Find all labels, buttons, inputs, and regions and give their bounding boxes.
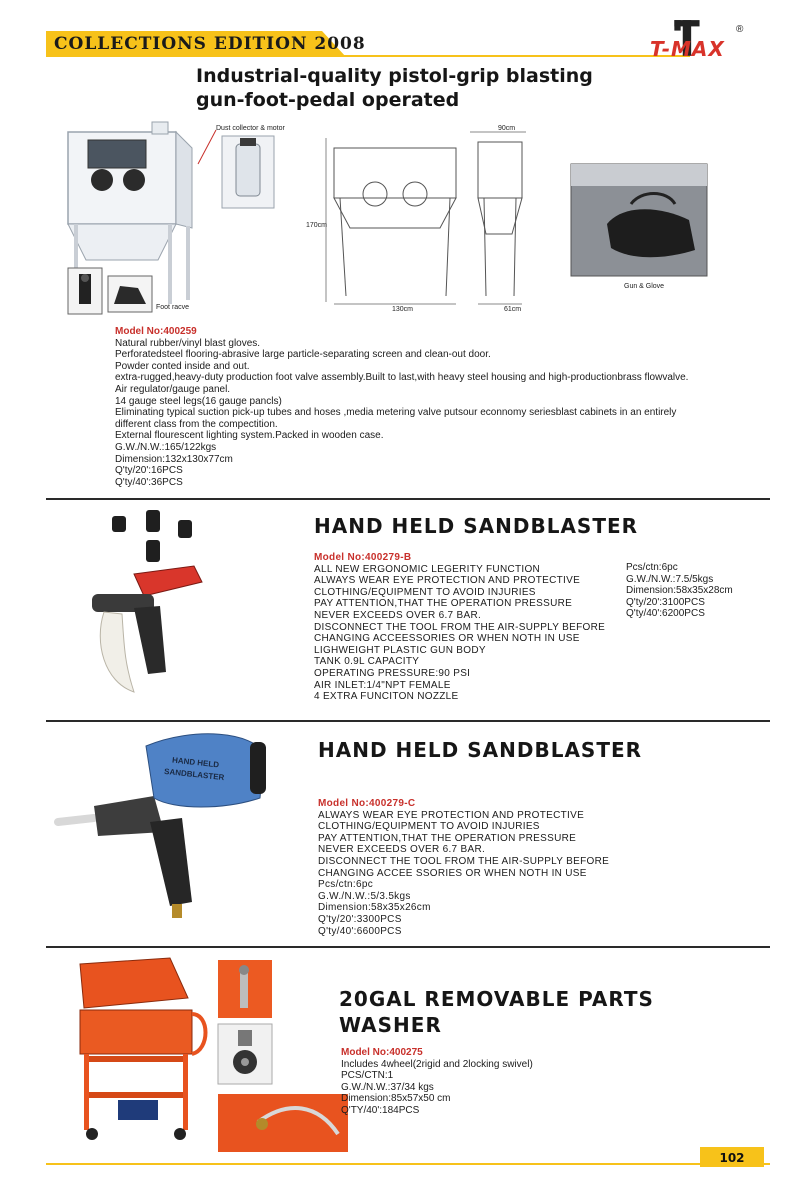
spec-line: External flourescent lighting system.Packed in wooden case.: [115, 430, 384, 442]
drain-valve-image: [218, 1094, 348, 1152]
section4-title: [339, 986, 654, 1038]
section3-specs: [318, 798, 609, 937]
section-divider: [46, 946, 770, 948]
spec-line: DISCONNECT THE TOOL FROM THE AIR-SUPPLY BEFORE: [314, 621, 606, 633]
section4-title-line1: 20GAL REMOVABLE PARTS: [339, 987, 654, 1011]
spec-line: Perforatedsteel flooring-abrasive large particle-separating screen and clean-out door.: [115, 349, 491, 361]
spec-line: AIR INLET:1/4"NPT FEMALE: [314, 679, 451, 691]
section1-specs: [115, 326, 688, 488]
section2-title: HAND HELD SANDBLASTER: [314, 514, 639, 538]
section2-model: Model No:400279-B: [314, 552, 412, 563]
spec-line: different class from the compectition.: [115, 418, 278, 430]
parts-washer-image: [62, 954, 214, 1144]
section4-model: Model No:400275: [341, 1047, 423, 1058]
spec-line: ALWAYS WEAR EYE PROTECTION AND PROTECTIVE: [314, 575, 581, 587]
spec-line: Eliminating typical suction pick-up tubes and hoses ,media metering valve putsour econnomy seriesblast cabinets in an entirely: [115, 407, 677, 419]
spec-line: Powder conted inside and out.: [115, 360, 250, 372]
brand-name: T-MAX: [650, 37, 725, 61]
spec-line: Q'ty/40':6600PCS: [318, 925, 402, 937]
spec-line: Q'ty/20':3300PCS: [318, 913, 402, 925]
section-divider: [46, 720, 770, 722]
spec-line: PAY ATTENTION,THAT THE OPERATION PRESSURE: [318, 832, 577, 844]
section3-model: Model No:400279-C: [318, 798, 416, 809]
gun-label-1: HAND HELD: [171, 755, 220, 770]
dim-top-label: 90cm: [498, 125, 516, 132]
section2-pack: [626, 562, 733, 620]
dim-front-label: 130cm: [392, 306, 414, 313]
spec-line: Includes 4wheel(2rigid and 2locking swivel): [341, 1058, 533, 1070]
spec-line: G.W./N.W.:165/122kgs: [115, 441, 217, 453]
spec-line: Air regulator/gauge panel.: [115, 383, 231, 395]
pack-line: Dimension:58x35x28cm: [626, 585, 733, 597]
gun-glove-image: [571, 164, 707, 276]
dimension-drawing: [300, 124, 540, 314]
spec-line: Q'ty/40':36PCS: [115, 476, 183, 488]
section3-title: HAND HELD SANDBLASTER: [318, 738, 643, 762]
section2-specs: [314, 552, 605, 703]
spec-line: TANK 0.9L CAPACITY: [314, 656, 420, 668]
spec-line: ALWAYS WEAR EYE PROTECTION AND PROTECTIVE: [318, 809, 585, 821]
spec-line: CHANGING ACCEE SSORIES OR WHEN NOTH IN USE: [318, 867, 587, 879]
caster-wheel-image: [218, 1024, 272, 1084]
brand-registered: ®: [736, 24, 744, 35]
page-number: 102: [700, 1147, 764, 1167]
spec-line: 4 EXTRA FUNCITON NOZZLE: [314, 691, 459, 703]
section1-model: Model No:400259: [115, 326, 197, 337]
section1-title-line2: gun-foot-pedal operated: [196, 89, 460, 111]
pack-line: Q'ty/40':6200PCS: [626, 608, 705, 620]
spec-line: Dimension:132x130x77cm: [115, 453, 233, 465]
lid-latch-image: [218, 960, 272, 1018]
pack-line: Q'ty/20':3100PCS: [626, 596, 705, 608]
spec-line: DISCONNECT THE TOOL FROM THE AIR-SUPPLY BEFORE: [318, 855, 610, 867]
spec-line: NEVER EXCEEDS OVER 6.7 BAR.: [318, 844, 486, 856]
dim-height-label: 170cm: [306, 222, 328, 229]
dust-collector-image: [222, 136, 274, 208]
dim-side-label: 61cm: [504, 306, 522, 313]
spec-line: CLOTHING/EQUIPMENT TO AVOID INJURIES: [318, 821, 540, 833]
spec-line: CHANGING ACCEESSORIES OR WHEN NOTH IN USE: [314, 633, 580, 645]
section-divider: [46, 498, 770, 500]
pack-line: Pcs/ctn:6pc: [626, 562, 678, 573]
spec-line: PCS/CTN:1: [341, 1070, 394, 1082]
spec-line: Q'TY/40':184PCS: [341, 1104, 420, 1116]
spec-line: Dimension:85x57x50 cm: [341, 1093, 451, 1105]
caption-gun-glove: Gun & Glove: [624, 283, 665, 290]
spec-line: OPERATING PRESSURE:90 PSI: [314, 667, 471, 679]
pointer-line: [196, 128, 218, 168]
spec-line: Pcs/ctn:6pc: [318, 879, 373, 891]
spec-line: extra-rugged,heavy-duty production foot valve assembly.Built to last,with heavy steel housing and high-productionbrass flowvalve.: [115, 372, 689, 384]
blue-sandblaster-image: [54, 726, 284, 922]
spec-line: CLOTHING/EQUIPMENT TO AVOID INJURIES: [314, 586, 536, 598]
pack-line: G.W./N.W.:7.5/5kgs: [626, 573, 714, 585]
section1-title: [196, 64, 696, 112]
spec-line: 14 gauge steel legs(16 gauge pancls): [115, 395, 282, 407]
spec-line: PAY ATTENTION,THAT THE OPERATION PRESSURE: [314, 598, 573, 610]
spec-line: Q'ty/20':16PCS: [115, 465, 183, 477]
foot-pedal-image: [108, 276, 152, 312]
air-regulator-image: [68, 268, 102, 314]
section1-title-line1: Industrial-quality pistol-grip blasting: [196, 65, 593, 87]
gun-label-2: SANDBLASTER: [163, 766, 225, 783]
section4-specs: [341, 1047, 533, 1117]
spec-line: ALL NEW ERGONOMIC LEGERITY FUNCTION: [314, 563, 541, 575]
spec-line: Natural rubber/vinyl blast gloves.: [115, 337, 261, 349]
spec-line: G.W./N.W.:5/3.5kgs: [318, 890, 411, 902]
caption-dust: Dust collector & motor: [216, 125, 285, 132]
nozzle-set-image: [108, 506, 198, 570]
footer-rule: [46, 1163, 770, 1165]
red-sandblaster-image: [74, 562, 214, 702]
spec-line: NEVER EXCEEDS OVER 6.7 BAR.: [314, 609, 482, 621]
edition-title: COLLECTIONS EDITION 2008: [54, 34, 366, 54]
spec-line: LIGHWEIGHT PLASTIC GUN BODY: [314, 644, 486, 656]
spec-line: G.W./N.W.:37/34 kgs: [341, 1081, 434, 1093]
section4-title-line2: WASHER: [339, 1013, 442, 1037]
caption-foot: Foot racve: [156, 304, 190, 311]
spec-line: Dimension:58x35x26cm: [318, 902, 431, 914]
